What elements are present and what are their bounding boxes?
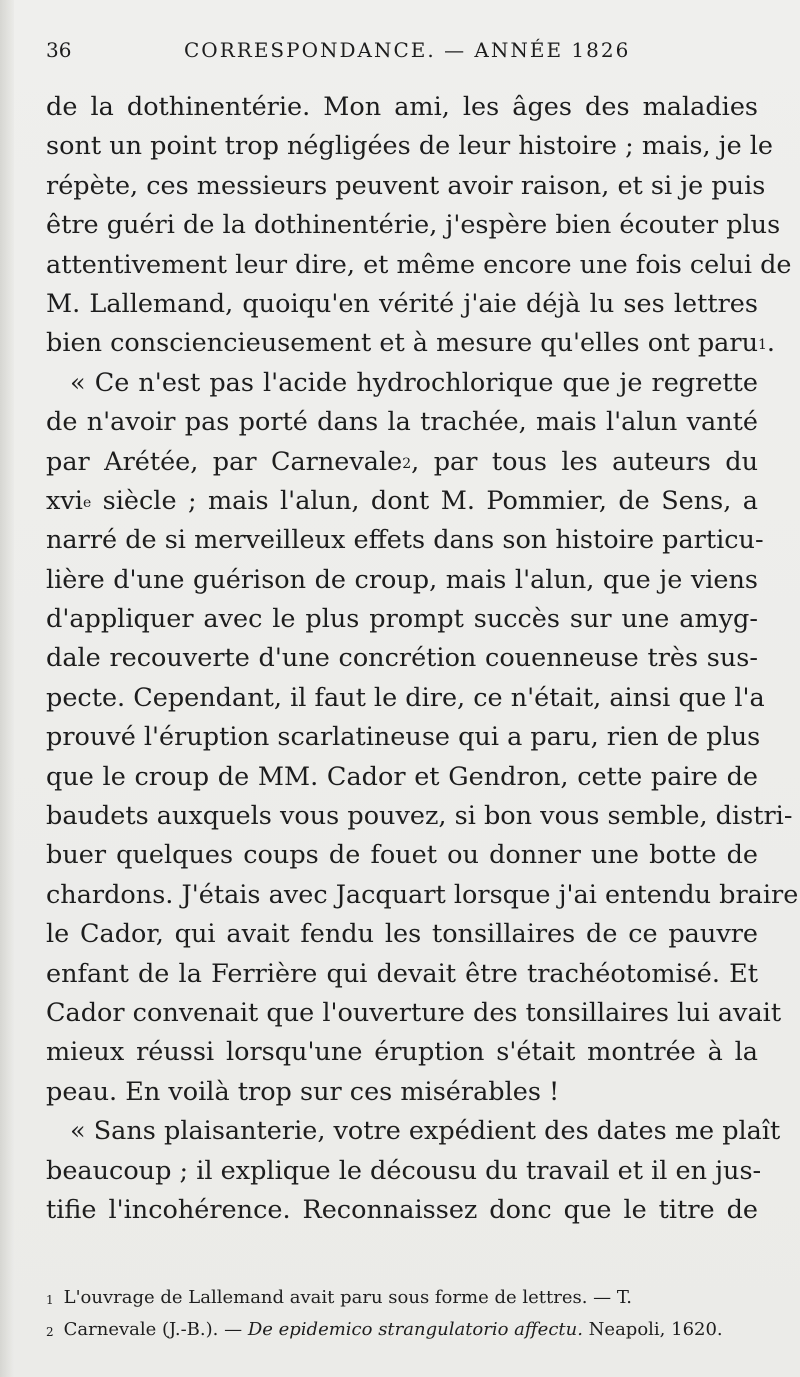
- footnote-text: L'ouvrage de Lallemand avait paru sous forme de lettres. — T.: [63, 1287, 632, 1308]
- footnote: [46, 1314, 758, 1346]
- text-line: chardons. J'étais avec Jacquart lorsque j'ai entendu braire: [46, 879, 799, 910]
- footnote-ref: 1: [758, 337, 767, 354]
- page-gutter-shadow: [0, 0, 14, 1377]
- page-number: 36: [46, 38, 72, 62]
- text-line: [46, 482, 758, 521]
- text-line: [46, 324, 776, 363]
- text-line: de n'avoir pas porté dans la trachée, mais l'alun vanté: [46, 407, 758, 438]
- text-span: siècle ; mais l'alun, dont M. Pommier, de Sens, a: [91, 485, 758, 516]
- text-line: « Ce n'est pas l'acide hydrochlorique que je regrette: [70, 367, 758, 398]
- text-line: être guéri de la dothinentérie, j'espère bien écouter plus: [46, 210, 781, 241]
- text-line: lière d'une guérison de croup, mais l'alun, que je viens: [46, 564, 758, 595]
- text-line: Cador convenait que l'ouverture des tonsillaires lui avait: [46, 997, 782, 1028]
- running-header: [46, 38, 758, 68]
- footnote-place: Neapoli, 1620.: [582, 1319, 723, 1340]
- text-line: « Sans plaisanterie, votre expédient des dates me plaît: [70, 1116, 781, 1147]
- text-line: peau. En voilà trop sur ces misérables !: [46, 1076, 560, 1107]
- footnote-number: 1: [46, 1293, 54, 1307]
- body-text: [46, 88, 799, 1230]
- text-line: répète, ces messieurs peuvent avoir raison, et si je puis: [46, 170, 766, 201]
- text-line: d'appliquer avec le plus prompt succès sur une amyg-: [46, 604, 758, 635]
- text-line: dale recouverte d'une concrétion couenneuse très sus-: [46, 643, 758, 674]
- text-span: par Arétée, par Carnevale: [46, 446, 403, 477]
- running-title: CORRESPONDANCE. — ANNÉE 1826: [184, 38, 631, 62]
- text-span: .: [766, 328, 776, 359]
- text-line: prouvé l'éruption scarlatineuse qui a paru, rien de plus: [46, 722, 761, 753]
- text-line: que le croup de MM. Cador et Gendron, cette paire de: [46, 761, 758, 792]
- footnote-ref: 2: [402, 455, 412, 472]
- footnote-number: 2: [46, 1325, 54, 1339]
- text-span: , par tous les auteurs du: [411, 446, 758, 477]
- text-span: xvi: [46, 485, 83, 516]
- text-line: baudets auxquels vous pouvez, si bon vous semble, distri-: [46, 801, 793, 832]
- text-line: pecte. Cependant, il faut le dire, ce n'était, ainsi que l'a: [46, 682, 765, 713]
- century-superscript: e: [82, 494, 92, 511]
- footnote-author: Carnevale (J.-B.). —: [63, 1319, 248, 1340]
- text-line: M. Lallemand, quoiqu'en vérité j'aie déjà lu ses lettres: [46, 288, 758, 319]
- text-line: mieux réussi lorsqu'une éruption s'était montrée à la: [46, 1037, 758, 1068]
- text-line: [46, 443, 758, 482]
- text-line: sont un point trop négligées de leur histoire ; mais, je le: [46, 131, 774, 162]
- text-line: buer quelques coups de fouet ou donner une botte de: [46, 840, 758, 871]
- text-span: bien consciencieusement et à mesure qu'elles ont paru: [46, 328, 758, 359]
- text-line: de la dothinentérie. Mon ami, les âges des maladies: [46, 92, 758, 122]
- text-line: narré de si merveilleux effets dans son histoire particu-: [46, 525, 764, 556]
- footnotes: [46, 1282, 758, 1346]
- footnote: [46, 1282, 758, 1314]
- text-line: enfant de la Ferrière qui devait être trachéotomisé. Et: [46, 958, 758, 989]
- text-line: beaucoup ; il explique le décousu du travail et il en jus-: [46, 1155, 762, 1186]
- text-line: tifie l'incohérence. Reconnaissez donc que le titre de: [46, 1194, 758, 1225]
- text-line: attentivement leur dire, et même encore une fois celui de: [46, 249, 792, 280]
- footnote-title: De epidemico strangulatorio affectu.: [247, 1319, 583, 1340]
- text-line: le Cador, qui avait fendu les tonsillaires de ce pauvre: [46, 919, 758, 950]
